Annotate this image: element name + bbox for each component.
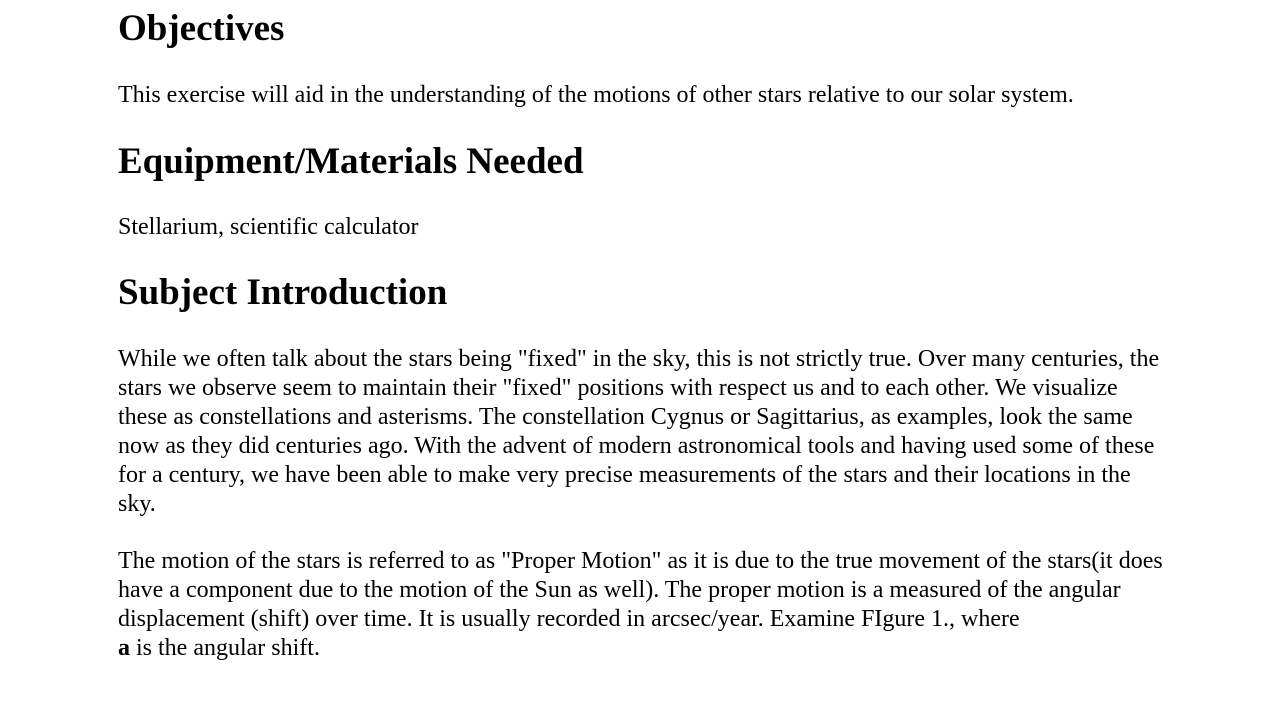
introduction-paragraph-2-end: is the angular shift. <box>136 635 320 661</box>
equipment-text: Stellarium, scientific calculator <box>118 214 419 240</box>
objectives-text: This exercise will aid in the understanding of the motions of other stars relative to our solar system. <box>118 82 1074 108</box>
equipment-heading: Equipment/Materials Needed <box>118 141 584 182</box>
introduction-paragraph-2-main: The motion of the stars is referred to as "Proper Motion" as it is due to the true movement of the stars(it does have a component due to the motion of the Sun as well). The proper motion is a measured of the angular displacement (shift) over time. It is usually recorded in arcsec/year. Examine FIgure 1., where <box>118 548 1163 632</box>
introduction-paragraph-1: While we often talk about the stars being "fixed" in the sky, this is not strictly true. Over many centuries, the stars we observe seem to maintain their "fixed" positions with respect us and to each other. We visualize these as constellations and asterisms. The constellation Cygnus or Sagittarius, as examples, look the same now as they did centuries ago. With the advent of modern astronomical tools and having used some of these for a century, we have been able to make very precise measurements of the stars and their locations in the sky. <box>118 346 1160 517</box>
introduction-heading: Subject Introduction <box>118 272 448 313</box>
objectives-heading: Objectives <box>118 8 285 49</box>
introduction-paragraph-2 <box>118 547 1163 663</box>
document-content <box>118 0 1163 663</box>
angular-shift-variable: a <box>118 635 130 661</box>
